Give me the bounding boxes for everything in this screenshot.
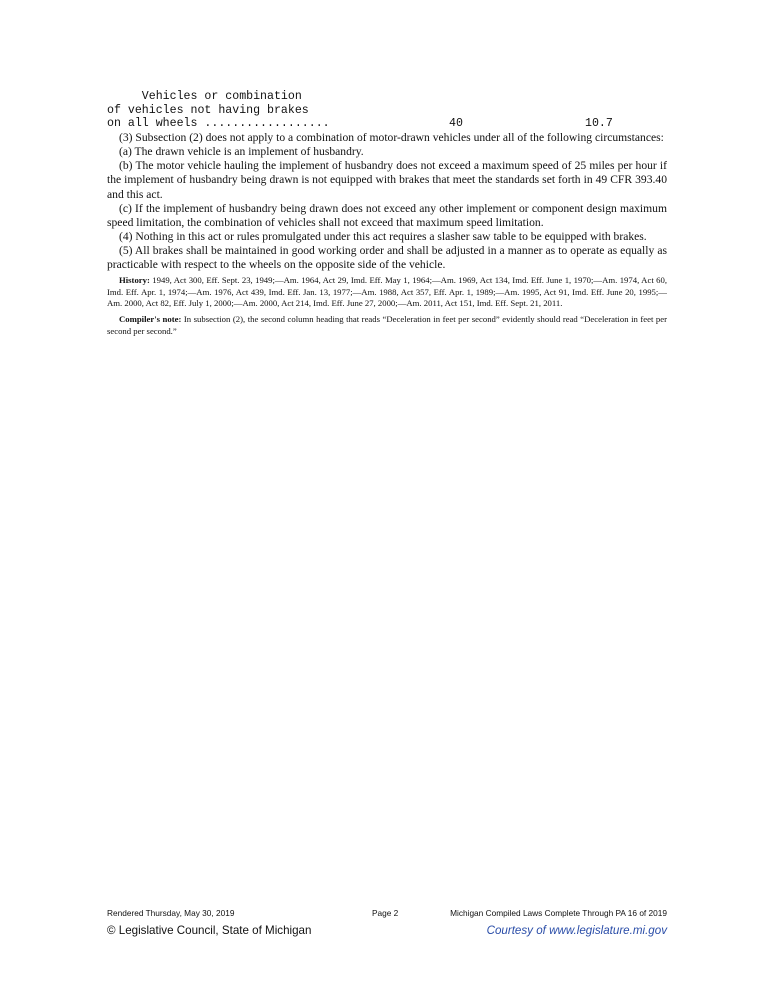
table-row-deceleration: 10.7 xyxy=(585,117,613,131)
table-row-label: on all wheels .................. xyxy=(107,117,330,131)
courtesy-link[interactable]: Courtesy of www.legislature.mi.gov xyxy=(486,924,667,937)
paragraph-subsection-5: (5) All brakes shall be maintained in good working order and shall be adjusted in a manner as to operate as equally as practicable with respect to the wheels on the opposite side of the vehicle. xyxy=(107,243,667,272)
footer-bottom-line xyxy=(107,924,667,940)
page-number: Page 2 xyxy=(372,908,399,918)
compiler-note xyxy=(107,314,667,337)
table-row-speed: 40 xyxy=(449,117,463,131)
history-label: History: xyxy=(119,275,150,286)
paragraph-subsection-4: (4) Nothing in this act or rules promulgated under this act requires a slasher saw table to be equipped with brakes. xyxy=(119,229,647,243)
paragraph-subsection-3c: (c) If the implement of husbandry being drawn does not exceed any other implement or component design maximum speed limitation, the combination of vehicles shall not exceed that maximum speed limitation. xyxy=(107,201,667,229)
rendered-date: Rendered Thursday, May 30, 2019 xyxy=(107,908,235,918)
table-row xyxy=(107,117,667,131)
paragraph-subsection-3: (3) Subsection (2) does not apply to a combination of motor-drawn vehicles under all of the following circumstances: xyxy=(119,131,664,145)
history-note xyxy=(107,275,667,310)
footer-top-line xyxy=(107,908,667,920)
document-body xyxy=(107,90,667,337)
paragraph-subsection-3a: (a) The drawn vehicle is an implement of husbandry. xyxy=(119,145,364,159)
copyright-notice: © Legislative Council, State of Michigan xyxy=(107,924,312,937)
table-line-2: of vehicles not having brakes xyxy=(107,103,309,117)
history-text: 1949, Act 300, Eff. Sept. 23, 1949;—Am. 1964, Act 29, Imd. Eff. May 1, 1964;—Am. 1969, Act 134, Imd. Eff. June 1, 1970;—Am. 1974, Act 60, Imd. Eff. Apr. 1, 1974;—Am. 1976, Act 439, Imd. Eff. Jan. 13, 1977;—Am. 1988, Act 357, Eff. Apr. 1, 1989;—Am. 1995, Act 91, Imd. Eff. June 20, 1995;—Am. 2000, Act 82, Eff. July 1, 2000;—Am. 2000, Act 214, Imd. Eff. June 27, 2000;—Am. 2011, Act 151, Imd. Eff. Sept. 21, 2011. xyxy=(107,275,667,309)
table-line-1: Vehicles or combination xyxy=(107,90,302,103)
compiler-note-label: Compiler's note: xyxy=(119,313,182,324)
paragraph-subsection-3b: (b) The motor vehicle hauling the implement of husbandry does not exceed a maximum speed of 25 miles per hour if the implement of husbandry being drawn is not equipped with brakes that meet the standards set forth in 49 CFR 393.40 and this act. xyxy=(107,159,667,201)
compiler-note-text: In subsection (2), the second column heading that reads “Deceleration in feet per second” evidently should read “Deceleration in feet per second per second.” xyxy=(107,313,667,336)
compiled-through: Michigan Compiled Laws Complete Through PA 16 of 2019 xyxy=(450,908,667,918)
